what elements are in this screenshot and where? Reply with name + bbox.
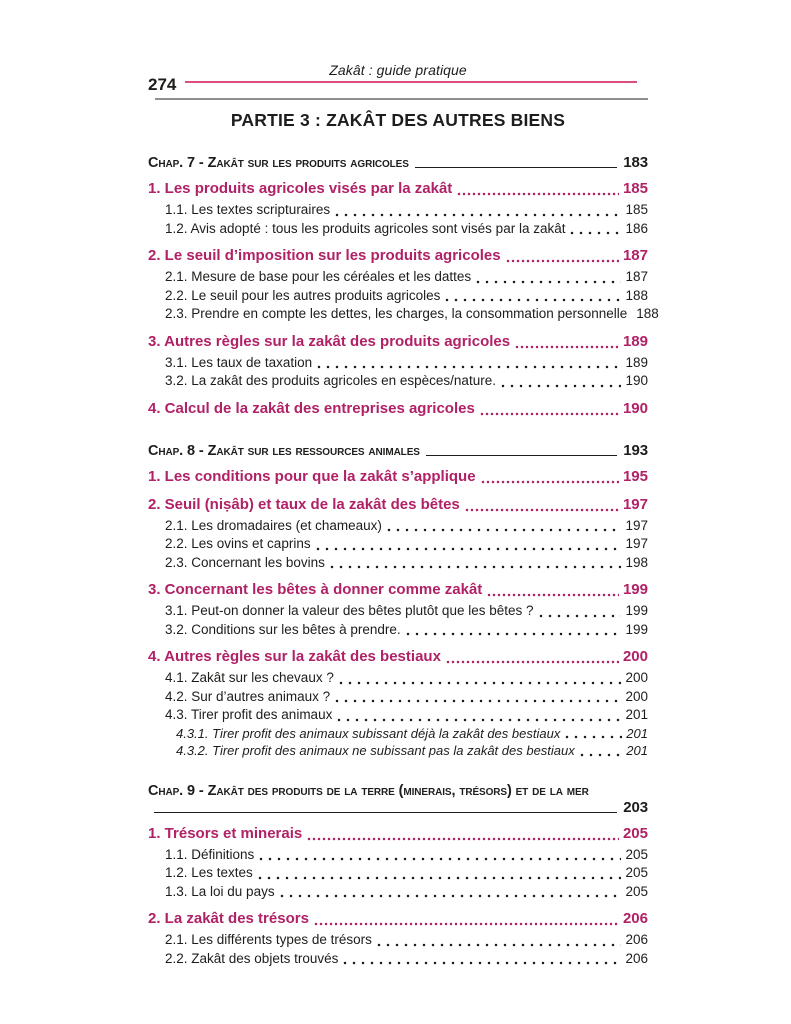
toc-entry-section xyxy=(148,579,648,600)
toc-entry-label: 1.2. Les textes xyxy=(165,865,253,880)
toc-entry-label: 4. Autres règles sur la zakât des bestiaux xyxy=(148,648,441,665)
toc-entry-label: 2.2. Zakât des objets trouvés xyxy=(165,950,339,966)
toc-entry-section xyxy=(148,908,648,929)
toc-entry-sub xyxy=(165,287,648,306)
toc-entry-sub xyxy=(165,305,659,324)
toc-entry-page-number: 199 xyxy=(625,603,648,618)
dot-leader xyxy=(317,365,621,369)
toc-entry-sub2 xyxy=(176,742,648,760)
toc-entry-label: 4.3.1. Tirer profit des animaux subissant déjà la zakât des bestiaux xyxy=(176,725,561,741)
toc-entry-label: 2.1. Mesure de base pour les céréales et les dattes xyxy=(165,269,472,284)
toc-entry-page-number: 201 xyxy=(626,725,648,741)
toc-entry-sub xyxy=(165,201,648,220)
part-title: PARTIE 3 : ZAKÂT DES AUTRES BIENS xyxy=(230,110,566,130)
toc-entry-page-number: 201 xyxy=(625,707,648,722)
toc-entry-label: 4. Calcul de la zakât des entreprises agricoles xyxy=(148,399,475,417)
toc-entry-label: 3. Autres règles sur la zakât des produits agricoles xyxy=(148,332,511,350)
rule-leader xyxy=(426,455,617,456)
toc-entry-label: Chap. 7 - Zakât sur les produits agricoles xyxy=(148,155,409,171)
toc-entry-section xyxy=(148,494,648,515)
toc-entry-sub xyxy=(165,372,648,391)
toc-entry-sub xyxy=(165,535,648,554)
toc-entry-label: 3.2. Conditions sur les bêtes à prendre. xyxy=(165,621,401,637)
toc-entry-label: 3.1. Peut-on donner la valeur des bêtes plutôt que les bêtes ? xyxy=(165,603,534,618)
toc-entry-label: 2. Seuil (niṣâb) et taux de la zakât des bêtes xyxy=(148,495,460,513)
toc-entry-page-number: 200 xyxy=(622,648,648,665)
toc-entry-page-number: 197 xyxy=(625,536,648,551)
toc-entry-page-number: 206 xyxy=(622,910,648,927)
dot-leader xyxy=(330,565,622,569)
toc-entry-label: 3.2. La zakât des produits agricoles en espèces/nature. xyxy=(165,373,496,388)
toc-entry-sub xyxy=(165,883,648,902)
running-title: Zakât : guide pratique xyxy=(329,62,467,78)
toc-entry-label: 1. Les produits agricoles visés par la zakât xyxy=(148,180,453,197)
dot-leader xyxy=(515,345,619,349)
toc-entry-sub xyxy=(165,517,648,536)
toc-entry-page-number: 205 xyxy=(625,883,648,899)
toc-entry-page-number: 205 xyxy=(625,846,648,862)
toc-entry-page-number: 200 xyxy=(625,670,648,685)
toc-entry-label: 1.3. La loi du pays xyxy=(165,883,275,899)
toc-entry-sub xyxy=(165,220,648,239)
toc-entry-sub xyxy=(165,846,648,865)
toc-entry-page-number: 188 xyxy=(625,287,648,303)
toc-entry-section xyxy=(148,331,648,352)
toc-entry-chapter xyxy=(148,783,648,816)
toc-entry-page-number: 186 xyxy=(625,220,648,236)
toc-entry-page-number: 205 xyxy=(622,824,648,842)
toc-entry-page-number: 188 xyxy=(636,306,659,321)
header-rule-pink xyxy=(185,81,637,83)
toc-entry-label: 1.1. Les textes scripturaires xyxy=(165,202,331,217)
toc-entry-page-number: 185 xyxy=(622,180,648,197)
dot-leader xyxy=(335,699,621,703)
toc-entry-label: 3. Concernant les bêtes à donner comme zakât xyxy=(148,581,483,598)
toc-entry-label: 4.3. Tirer profit des animaux xyxy=(165,707,333,722)
dot-leader xyxy=(570,231,621,235)
toc-entry-chapter xyxy=(148,154,648,171)
dot-leader xyxy=(580,753,623,757)
toc-entry-label: 2. Le seuil d’imposition sur les produits agricoles xyxy=(148,247,501,264)
toc-entry-page-number: 189 xyxy=(622,332,648,350)
toc-entry-label: 2.1. Les différents types de trésors xyxy=(165,932,372,947)
dot-leader xyxy=(539,614,622,618)
toc-entry-page-number: 199 xyxy=(622,581,648,598)
toc-entry-label: 3.1. Les taux de taxation xyxy=(165,354,313,370)
toc-entry-page-number: 185 xyxy=(625,202,648,217)
toc-entry-label: 2. La zakât des trésors xyxy=(148,910,309,927)
toc-entry-section xyxy=(148,178,648,199)
dot-leader xyxy=(316,547,622,551)
dot-leader xyxy=(480,412,619,416)
dot-leader xyxy=(259,857,621,861)
toc-entry-page-number: 187 xyxy=(622,247,648,264)
toc-entry-page-number: 206 xyxy=(625,950,648,966)
toc-entry-label: 1.2. Avis adopté : tous les produits agricoles sont visés par la zakât xyxy=(165,220,566,236)
dot-leader xyxy=(501,384,622,388)
toc-entry-label: 2.1. Les dromadaires (et chameaux) xyxy=(165,517,382,533)
toc-entry-page-number: 205 xyxy=(625,865,648,880)
toc-entry-page-number: 198 xyxy=(625,554,648,570)
toc-entry-label: 2.3. Prendre en compte les dettes, les charges, la consommation personnelle xyxy=(165,306,628,321)
running-head xyxy=(148,62,648,94)
toc-entry-page-number: 206 xyxy=(625,932,648,947)
toc-entry-page-number: 190 xyxy=(625,373,648,388)
dot-leader xyxy=(446,660,619,664)
toc-entry-sub xyxy=(165,554,648,573)
toc-entry-sub xyxy=(165,706,648,725)
toc-entry-page-number: 183 xyxy=(623,154,648,171)
dot-leader xyxy=(307,837,619,841)
toc-entry-label: 1. Les conditions pour que la zakât s’applique xyxy=(148,467,476,485)
toc-entry-label: Chap. 8 - Zakât sur les ressources animales xyxy=(148,442,420,459)
page-content xyxy=(148,62,659,968)
dot-leader xyxy=(280,894,622,898)
header-rule-gray xyxy=(155,98,648,100)
toc-entry-page-number: 187 xyxy=(625,269,648,284)
dot-leader xyxy=(314,922,619,926)
dot-leader xyxy=(457,192,619,196)
dot-leader xyxy=(487,593,619,597)
dot-leader xyxy=(476,280,621,284)
toc-entry-page-number: 197 xyxy=(622,495,648,513)
dot-leader xyxy=(339,681,622,685)
toc-entry-section xyxy=(148,646,648,667)
toc-entry-label: 2.2. Le seuil pour les autres produits agricoles xyxy=(165,287,441,303)
toc-entry-section xyxy=(148,398,648,419)
toc-entry-label: 4.1. Zakât sur les chevaux ? xyxy=(165,670,334,685)
dot-leader xyxy=(481,480,619,484)
toc-entry-sub xyxy=(165,268,648,287)
dot-leader xyxy=(406,632,622,636)
folio-page-number: 274 xyxy=(148,75,177,94)
dot-leader xyxy=(445,298,621,302)
toc-entry-page-number: 189 xyxy=(625,354,648,370)
toc-entry-page-number: 200 xyxy=(625,688,648,704)
toc-entry-sub xyxy=(165,602,648,621)
dot-leader xyxy=(258,876,622,880)
toc-entry-section xyxy=(148,466,648,487)
toc-entry-page-number: 190 xyxy=(622,399,648,417)
dot-leader xyxy=(335,213,621,217)
toc-entry-sub xyxy=(165,864,648,883)
toc-entry-label: Chap. 9 - Zakât des produits de la terre (minerais, trésors) et de la mer xyxy=(148,782,589,799)
dot-leader xyxy=(337,718,621,722)
rule-leader xyxy=(415,167,617,168)
toc-entry-section xyxy=(148,245,648,266)
toc-entry-page-number: 193 xyxy=(623,441,648,459)
toc-entry-label: 4.2. Sur d’autres animaux ? xyxy=(165,688,331,704)
dot-leader xyxy=(387,528,622,532)
toc-entry-label: 1.1. Définitions xyxy=(165,846,255,862)
toc-entry-chapter xyxy=(148,442,648,459)
toc-entry-sub xyxy=(165,931,648,950)
toc-entry-section xyxy=(148,823,648,844)
toc-entry-sub xyxy=(165,669,648,688)
toc-entry-page-number: 199 xyxy=(625,621,648,637)
dot-leader xyxy=(377,943,622,947)
toc-entry-label: 2.2. Les ovins et caprins xyxy=(165,536,311,551)
toc-entry-sub xyxy=(165,354,648,373)
toc-entry-page-number: 203 xyxy=(623,798,648,816)
toc-entry-label: 2.3. Concernant les bovins xyxy=(165,554,325,570)
toc-entry-sub xyxy=(165,950,648,969)
toc-entry-sub2 xyxy=(176,725,648,743)
dot-leader xyxy=(506,259,619,263)
toc-entry-sub xyxy=(165,621,648,640)
toc-entry-page-number: 197 xyxy=(625,517,648,533)
toc-entry-page-number: 201 xyxy=(626,743,648,758)
table-of-contents xyxy=(148,154,659,968)
toc-entry-label: 1. Trésors et minerais xyxy=(148,824,303,842)
dot-leader xyxy=(343,961,621,965)
toc-entry-page-number: 195 xyxy=(622,467,648,485)
toc-entry-sub xyxy=(165,688,648,707)
dot-leader xyxy=(565,735,622,739)
toc-entry-label: 4.3.2. Tirer profit des animaux ne subissant pas la zakât des bestiaux xyxy=(176,743,575,758)
dot-leader xyxy=(465,508,619,512)
rule-leader xyxy=(154,812,617,813)
